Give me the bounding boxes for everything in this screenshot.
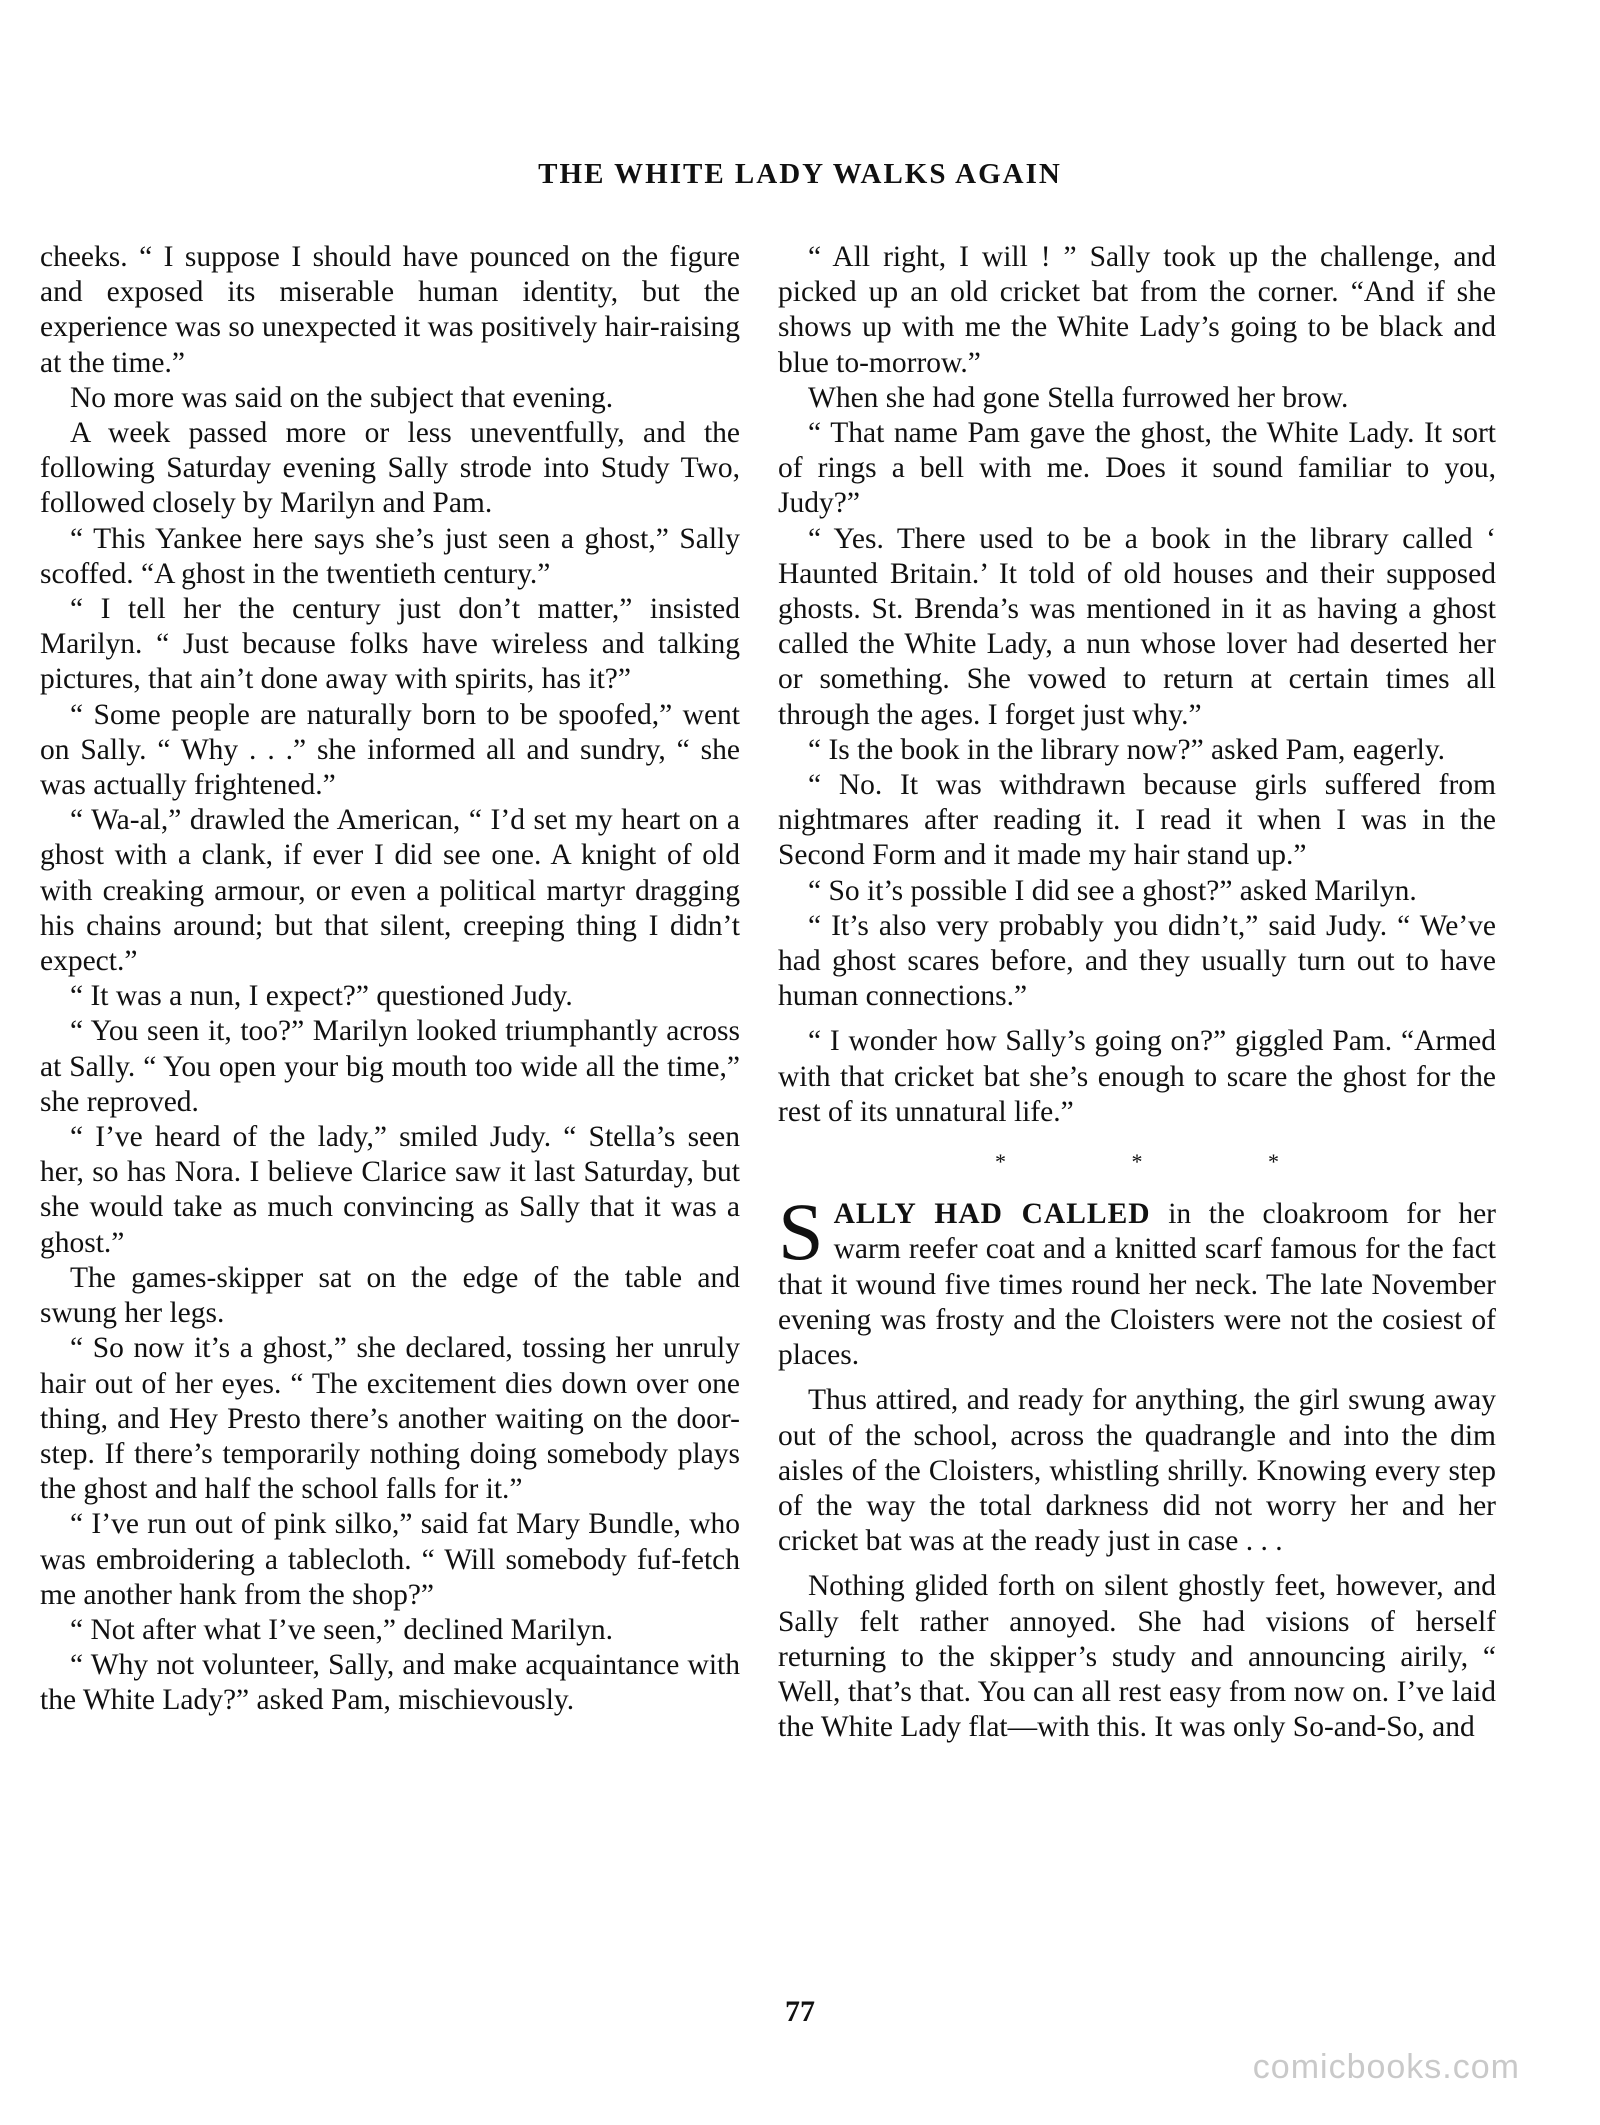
paragraph: “ This Yankee here says she’s just seen a ghost,” Sally scoffed. “A ghost in the twentieth century.” <box>40 522 740 590</box>
paragraph: A week passed more or less uneventfully, and the following Saturday evening Sally strode into Study Two, followed closely by Marilyn and Pam. <box>40 417 740 520</box>
watermark: comicbooks.com <box>1252 2048 1520 2086</box>
paragraph: cheeks. “ I suppose I should have pounced on the figure and exposed its miserable human identity, but the experience was so unexpected it was positively hair-raising at the time.” <box>40 241 740 379</box>
paragraph: “ So now it’s a ghost,” she declared, tossing her unruly hair out of her eyes. “ The excitement dies down over one thing, and Hey Presto there’s another waiting on the door-step. If there’s temporarily nothing doing somebody plays the ghost and half the school falls for it.” <box>40 1332 740 1506</box>
paragraph: “ I wonder how Sally’s going on?” giggled Pam. “Armed with that cricket bat she’s enough to scare the ghost for the rest of its unnatural life.” <box>778 1025 1496 1128</box>
dropcap-paragraph <box>778 1186 1497 1373</box>
paragraph: When she had gone Stella furrowed her brow. <box>808 381 1349 414</box>
paragraph: Thus attired, and ready for anything, the girl swung away out of the school, across the quadrangle and into the dim aisles of the Cloisters, whistling shrilly. Knowing every step of the way the total darkness did not worry her and her cricket bat was at the ready just in case . . . <box>778 1384 1496 1558</box>
paragraph: “ I’ve heard of the lady,” smiled Judy. “ Stella’s seen her, so has Nora. I believe Clarice saw it last Saturday, but she would take as much convincing as Sally that it was a ghost.” <box>40 1121 740 1259</box>
paragraph: No more was said on the subject that evening. <box>70 381 614 414</box>
paragraph: “ Why not volunteer, Sally, and make acquaintance with the White Lady?” asked Pam, mischievously. <box>40 1649 740 1717</box>
paragraph: “ Is the book in the library now?” asked Pam, eagerly. <box>808 733 1446 766</box>
paragraph: “ Yes. There used to be a book in the library called ‘ Haunted Britain.’ It told of old houses and their supposed ghosts. St. Brenda’s was mentioned in it as having a ghost called the White Lady, a nun whose lover had deserted her or something. She vowed to return at certain times all through the ages. I forget just why.” <box>778 522 1496 731</box>
left-column <box>40 240 740 1980</box>
paragraph: The games-skipper sat on the edge of the table and swung her legs. <box>40 1261 740 1330</box>
paragraph: “ Wa-al,” drawled the American, “ I’d set my heart on a ghost with a clank, if ever I did see one. A knight of old with creaking armour, or even a political martyr dragging his chains around; but that silent, creeping thing I didn’t expect.” <box>40 804 740 978</box>
paragraph: “ All right, I will ! ” Sally took up the challenge, and picked up an old cricket bat from the corner. “And if she shows up with me the White Lady’s going to be black and blue to-morrow.” <box>778 241 1496 379</box>
running-header: THE WHITE LADY WALKS AGAIN <box>538 158 1062 190</box>
paragraph: Nothing glided forth on silent ghostly feet, however, and Sally felt rather annoyed. She had visions of herself returning to the skipper’s study and announcing airily, “ Well, that’s that. You can all rest easy from now on. I’ve laid the White Lady flat—with this. It was only So-and-So, and <box>778 1570 1496 1744</box>
paragraph: “ No. It was withdrawn because girls suffered from nightmares after reading it. I read it when I was in the Second Form and it made my hair stand up.” <box>778 769 1496 872</box>
paragraph: “ It’s also very probably you didn’t,” said Judy. “ We’ve had ghost scares before, and they usually turn out to have human connections.” <box>778 909 1496 1013</box>
paragraph: “ I tell her the century just don’t matter,” insisted Marilyn. “ Just because folks have wireless and talking pictures, that ain’t done away with spirits, has it?” <box>40 593 740 696</box>
page-number: 77 <box>785 1995 815 2028</box>
paragraph: “ I’ve run out of pink silko,” said fat Mary Bundle, who was embroidering a tablecloth. “ Will somebody fuf-fetch me another hank from the shop?” <box>40 1508 740 1611</box>
paragraph: “ It was a nun, I expect?” questioned Judy. <box>70 980 573 1013</box>
section-break: * * * <box>995 1149 1279 1175</box>
dropcap-lead-in: ALLY HAD CALLED <box>833 1198 1151 1231</box>
paragraph: “ You seen it, too?” Marilyn looked triumphantly across at Sally. “ You open your big mouth too wide all the time,” she reproved. <box>40 1015 740 1118</box>
paragraph: “ Some people are naturally born to be spoofed,” went on Sally. “ Why . . .” she informed all and sundry, “ she was actually frightened.” <box>40 698 740 802</box>
dropcap-paragraph-text: in the cloakroom for her warm reefer coat and a knitted scarf famous for the fact that it wound five times round her neck. The late November evening was frosty and the Cloisters were not the cosiest of places. <box>778 1198 1497 1372</box>
paragraph: “ Not after what I’ve seen,” declined Marilyn. <box>70 1613 614 1646</box>
paragraph: “ That name Pam gave the ghost, the White Lady. It sort of rings a bell with me. Does it sound familiar to you, Judy?” <box>778 417 1496 520</box>
paragraph: “ So it’s possible I did see a ghost?” asked Marilyn. <box>808 874 1417 907</box>
dropcap-letter: S <box>778 1186 824 1278</box>
right-column <box>778 240 1496 1980</box>
